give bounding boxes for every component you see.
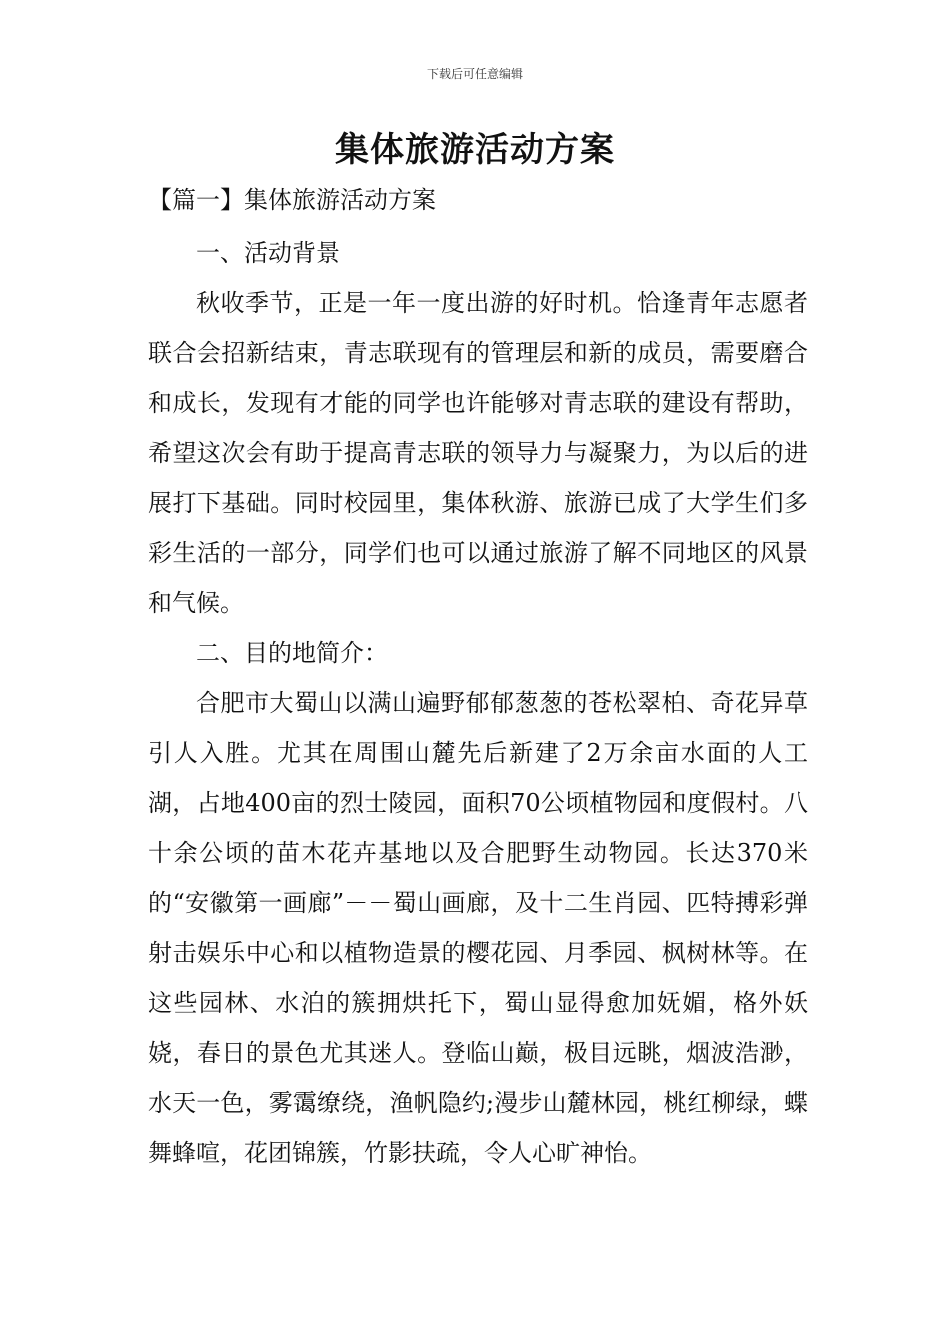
document-title: 集体旅游活动方案 <box>335 130 615 170</box>
subheading-destination: 二、目的地简介： <box>196 639 388 667</box>
subheading-activity-background: 一、活动背景 <box>196 239 340 267</box>
paragraph-destination: 合肥市大蜀山以满山遍野郁郁葱葱的苍松翠柏、奇花异草引人入胜。尤其在周围山麓先后新建了2万余亩水面的人工湖，占地400亩的烈士陵园，面积70公顷植物园和度假村。八十余公顷的苗木花卉基地以及合肥野生动物园。长达370米的“安徽第一画廊”－－蜀山画廊，及十二生肖园、匹特搏彩弹射击娱乐中心和以植物造景的樱花园、月季园、枫树林等。在这些园林、水泊的簇拥烘托下，蜀山显得愈加妩媚，格外妖娆，春日的景色尤其迷人。登临山巅，极目远眺，烟波浩渺，水天一色，雾霭缭绕，渔帆隐约;漫步山麓林园，桃红柳绿，蝶舞蜂喧，花团锦簇，竹影扶疏，令人心旷神怡。 <box>148 689 808 1167</box>
section-heading: 【篇一】集体旅游活动方案 <box>148 186 436 214</box>
header-note: 下载后可任意编辑 <box>426 67 523 81</box>
document-body <box>148 228 808 1178</box>
paragraph-background: 秋收季节，正是一年一度出游的好时机。恰逢青年志愿者联合会招新结束，青志联现有的管理层和新的成员，需要磨合和成长，发现有才能的同学也许能够对青志联的建设有帮助，希望这次会有助于提高青志联的领导力与凝聚力，为以后的进展打下基础。同时校园里，集体秋游、旅游已成了大学生们多彩生活的一部分，同学们也可以通过旅游了解不同地区的风景和气候。 <box>148 289 808 617</box>
